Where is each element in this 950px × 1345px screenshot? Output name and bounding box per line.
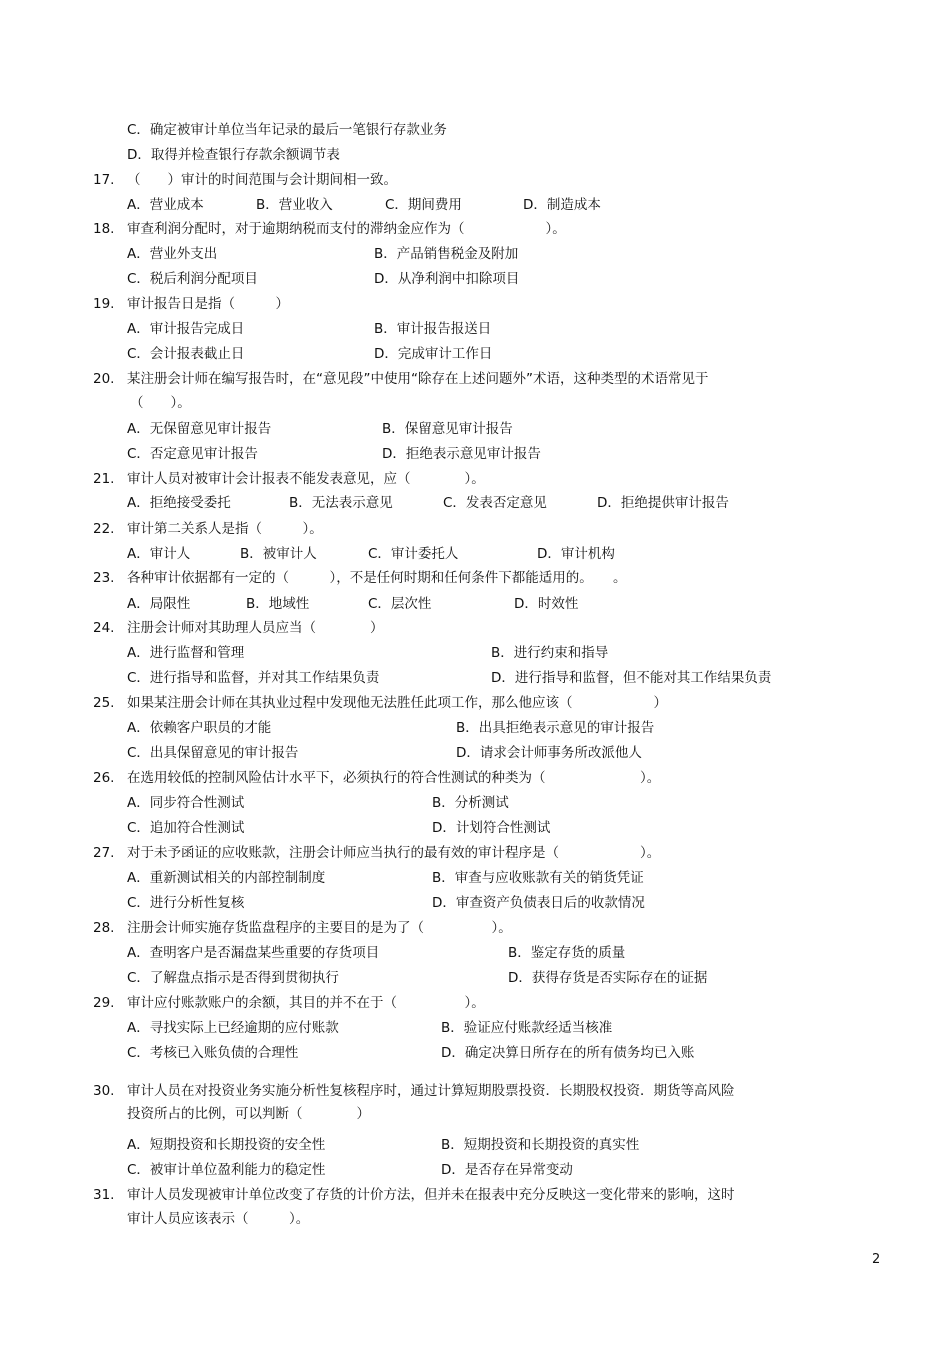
question-stem: 在选用较低的控制风险估计水平下，必须执行的符合性测试的种类为（ ）。 bbox=[127, 770, 661, 786]
question-stem: 审计报告日是指（ ） bbox=[127, 296, 289, 312]
options-row bbox=[0, 741, 950, 765]
list-item bbox=[0, 143, 950, 167]
option-a: A．同步符合性测试 bbox=[127, 795, 245, 811]
option-b: B．被审计人 bbox=[240, 546, 317, 562]
question-number: 29. bbox=[93, 995, 115, 1011]
options-row bbox=[0, 342, 950, 366]
option: D．取得并检查银行存款余额调节表 bbox=[127, 147, 340, 163]
option-a: A．审计人 bbox=[127, 546, 191, 562]
options-row bbox=[0, 891, 950, 915]
options-row bbox=[0, 542, 950, 566]
option-c: C．层次性 bbox=[368, 596, 432, 612]
option-b: B．验证应付账款经适当核准 bbox=[441, 1020, 613, 1036]
question-stem: 审计人员在对投资业务实施分析性复核程序时，通过计算短期股票投资．长期股权投资．期货等高风险 bbox=[127, 1083, 735, 1099]
option-b: B．审查与应收账款有关的销货凭证 bbox=[432, 870, 644, 886]
options-row bbox=[0, 417, 950, 441]
question-stem: 如果某注册会计师在其执业过程中发现他无法胜任此项工作，那么他应该（ ） bbox=[127, 695, 667, 711]
question-stem: 审计第二关系人是指（ ）。 bbox=[127, 521, 323, 537]
question-18 bbox=[0, 217, 950, 241]
options-row bbox=[0, 641, 950, 665]
question-number: 26. bbox=[93, 770, 115, 786]
option-a: A．局限性 bbox=[127, 596, 191, 612]
option-d: D．确定决算日所存在的所有债务均已入账 bbox=[441, 1045, 695, 1061]
option-a: A．重新测试相关的内部控制制度 bbox=[127, 870, 326, 886]
question-stem: 注册会计师对其助理人员应当（ ） bbox=[127, 620, 384, 636]
option-d: D．进行指导和监督，但不能对其工作结果负责 bbox=[491, 670, 772, 686]
question-number: 24. bbox=[93, 620, 115, 636]
question-31-cont bbox=[0, 1207, 950, 1231]
option-a: A．营业外支出 bbox=[127, 246, 218, 262]
question-number: 22. bbox=[93, 521, 115, 537]
option-c: C．出具保留意见的审计报告 bbox=[127, 745, 299, 761]
option-a: A．审计报告完成日 bbox=[127, 321, 245, 337]
options-row bbox=[0, 442, 950, 466]
option-d: D．完成审计工作日 bbox=[374, 346, 493, 362]
option-d: D．拒绝提供审计报告 bbox=[597, 495, 729, 511]
options-row bbox=[0, 317, 950, 341]
option-c: C．进行分析性复核 bbox=[127, 895, 245, 911]
question-number: 30. bbox=[93, 1083, 115, 1099]
question-24 bbox=[0, 616, 950, 640]
option-c: C．被审计单位盈利能力的稳定性 bbox=[127, 1162, 326, 1178]
question-30-cont bbox=[0, 1102, 950, 1126]
option-c: C．考核已入账负债的合理性 bbox=[127, 1045, 299, 1061]
option-b: B．产品销售税金及附加 bbox=[374, 246, 519, 262]
option-b: B．出具拒绝表示意见的审计报告 bbox=[456, 720, 655, 736]
option-d: D．计划符合性测试 bbox=[432, 820, 551, 836]
question-stem-continued: 审计人员应该表示（ ）。 bbox=[127, 1211, 310, 1227]
option-a: A．寻找实际上已经逾期的应付账款 bbox=[127, 1020, 339, 1036]
option-b: B．短期投资和长期投资的真实性 bbox=[441, 1137, 640, 1153]
options-row bbox=[0, 1158, 950, 1182]
option-b: B．鉴定存货的质量 bbox=[508, 945, 626, 961]
option-b: B．营业收入 bbox=[256, 197, 333, 213]
option-a: A．依赖客户职员的才能 bbox=[127, 720, 272, 736]
question-stem: 审查利润分配时，对于逾期纳税而支付的滞纳金应作为（ ）。 bbox=[127, 221, 566, 237]
question-26 bbox=[0, 766, 950, 790]
question-stem: 注册会计师实施存货监盘程序的主要目的是为了（ ）。 bbox=[127, 920, 512, 936]
option-a: A．拒绝接受委托 bbox=[127, 495, 231, 511]
option-c: C．发表否定意见 bbox=[443, 495, 547, 511]
options-row bbox=[0, 941, 950, 965]
question-number: 20. bbox=[93, 371, 115, 387]
option-b: B．地域性 bbox=[246, 596, 310, 612]
question-stem: 审计应付账款账户的余额，其目的并不在于（ ）。 bbox=[127, 995, 485, 1011]
question-stem: 审计人员对被审计会计报表不能发表意见，应（ ）。 bbox=[127, 471, 485, 487]
page-number: 2 bbox=[872, 1252, 881, 1267]
question-30 bbox=[0, 1079, 950, 1103]
question-stem-continued: 投资所占的比例，可以判断（ ） bbox=[127, 1106, 370, 1122]
question-23 bbox=[0, 566, 950, 590]
question-22 bbox=[0, 517, 950, 541]
question-21 bbox=[0, 467, 950, 491]
question-25 bbox=[0, 691, 950, 715]
option: C．确定被审计单位当年记录的最后一笔银行存款业务 bbox=[127, 122, 447, 138]
question-31 bbox=[0, 1183, 950, 1207]
option-d: D．时效性 bbox=[514, 596, 579, 612]
option-c: C．期间费用 bbox=[385, 197, 462, 213]
option-b: B．进行约束和指导 bbox=[491, 645, 609, 661]
options-row bbox=[0, 1041, 950, 1065]
options-row bbox=[0, 267, 950, 291]
option-d: D．审计机构 bbox=[537, 546, 615, 562]
option-d: D．审查资产负债表日后的收款情况 bbox=[432, 895, 645, 911]
option-c: C．审计委托人 bbox=[368, 546, 459, 562]
option-a: A．进行监督和管理 bbox=[127, 645, 245, 661]
question-number: 28. bbox=[93, 920, 115, 936]
question-number: 27. bbox=[93, 845, 115, 861]
question-19 bbox=[0, 292, 950, 316]
options-row bbox=[0, 592, 950, 616]
option-c: C．税后利润分配项目 bbox=[127, 271, 258, 287]
options-row bbox=[0, 193, 950, 217]
options-row bbox=[0, 816, 950, 840]
question-number: 17. bbox=[93, 172, 115, 188]
option-b: B．保留意见审计报告 bbox=[382, 421, 513, 437]
question-stem: 审计人员发现被审计单位改变了存货的计价方法，但并未在报表中充分反映这一变化带来的影响，这时 bbox=[127, 1187, 735, 1203]
option-c: C．进行指导和监督，并对其工作结果负责 bbox=[127, 670, 380, 686]
question-stem: 对于未予函证的应收账款，注册会计师应当执行的最有效的审计程序是（ ）。 bbox=[127, 845, 661, 861]
question-29 bbox=[0, 991, 950, 1015]
options-row bbox=[0, 491, 950, 515]
question-20 bbox=[0, 367, 950, 391]
option-a: A．无保留意见审计报告 bbox=[127, 421, 272, 437]
options-row bbox=[0, 666, 950, 690]
option-d: D．是否存在异常变动 bbox=[441, 1162, 573, 1178]
question-number: 18. bbox=[93, 221, 115, 237]
option-d: D．请求会计师事务所改派他人 bbox=[456, 745, 642, 761]
option-b: B．分析测试 bbox=[432, 795, 509, 811]
option-d: D．制造成本 bbox=[523, 197, 601, 213]
question-20-cont bbox=[0, 391, 950, 415]
option-c: C．追加符合性测试 bbox=[127, 820, 245, 836]
question-stem-continued: （ ）。 bbox=[130, 395, 191, 411]
question-28 bbox=[0, 916, 950, 940]
question-number: 21. bbox=[93, 471, 115, 487]
question-number: 31. bbox=[93, 1187, 115, 1203]
options-row bbox=[0, 866, 950, 890]
option-a: A．短期投资和长期投资的安全性 bbox=[127, 1137, 326, 1153]
options-row bbox=[0, 966, 950, 990]
options-row bbox=[0, 242, 950, 266]
options-row bbox=[0, 791, 950, 815]
option-d: D．获得存货是否实际存在的证据 bbox=[508, 970, 708, 986]
question-number: 23. bbox=[93, 570, 115, 586]
options-row bbox=[0, 1016, 950, 1040]
question-number: 19. bbox=[93, 296, 115, 312]
option-a: A．查明客户是否漏盘某些重要的存货项目 bbox=[127, 945, 380, 961]
option-c: C．了解盘点指示是否得到贯彻执行 bbox=[127, 970, 339, 986]
option-d: D．拒绝表示意见审计报告 bbox=[382, 446, 541, 462]
list-item bbox=[0, 118, 950, 142]
option-d: D．从净利润中扣除项目 bbox=[374, 271, 520, 287]
question-27 bbox=[0, 841, 950, 865]
question-17 bbox=[0, 168, 950, 192]
option-b: B．无法表示意见 bbox=[289, 495, 393, 511]
option-c: C．会计报表截止日 bbox=[127, 346, 245, 362]
option-c: C．否定意见审计报告 bbox=[127, 446, 258, 462]
option-a: A．营业成本 bbox=[127, 197, 204, 213]
question-stem: 某注册会计师在编写报告时，在“意见段”中使用“除存在上述问题外”术语，这种类型的术语常见于 bbox=[127, 371, 709, 387]
question-stem: （ ）审计的时间范围与会计期间相一致。 bbox=[127, 172, 397, 188]
option-b: B．审计报告报送日 bbox=[374, 321, 492, 337]
question-stem: 各种审计依据都有一定的（ ），不是任何时期和任何条件下都能适用的。 。 bbox=[127, 570, 627, 586]
options-row bbox=[0, 1133, 950, 1157]
question-number: 25. bbox=[93, 695, 115, 711]
options-row bbox=[0, 716, 950, 740]
